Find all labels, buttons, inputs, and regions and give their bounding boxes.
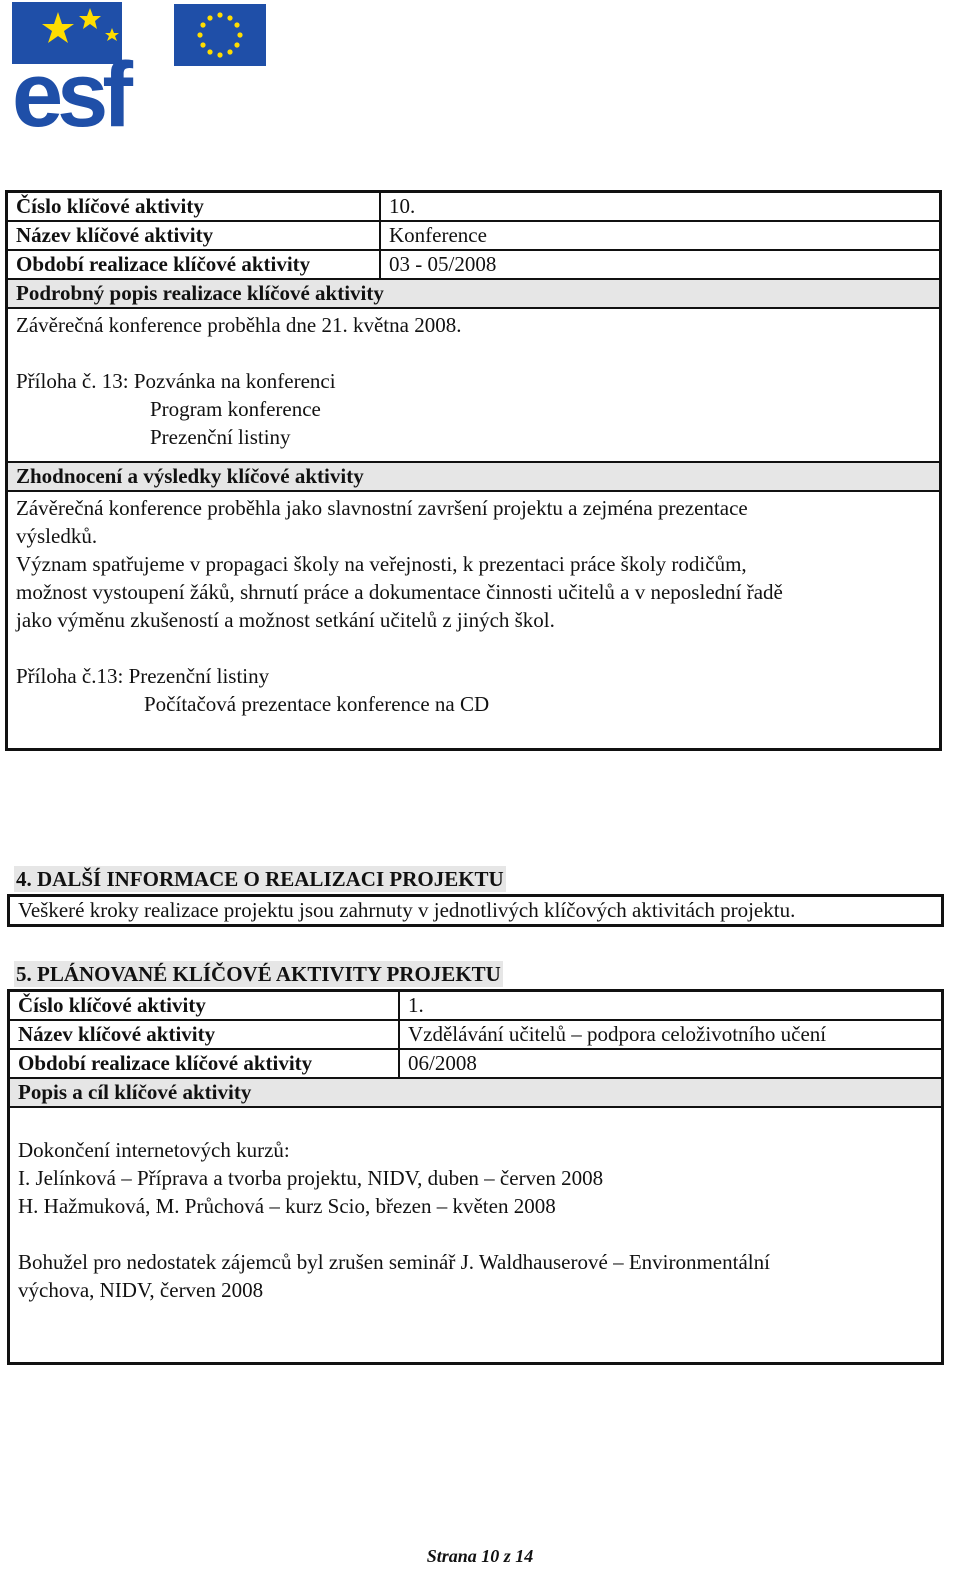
page-number: Strana 10 z 14 (426, 1546, 534, 1566)
evaluation-line: možnost vystoupení žáků, shrnutí práce a dokumentace činnosti učitelů a v neposlední řadě (16, 580, 783, 604)
activity-number-row (8, 193, 939, 222)
activity-period-value: 03 - 05/2008 (389, 252, 497, 276)
activity-name-row (8, 222, 939, 251)
description-body (8, 309, 939, 463)
activity-period-row (8, 251, 939, 280)
description-line: Prezenční listiny (150, 425, 291, 449)
esf-logo-graphic (12, 2, 274, 132)
description-line: Příloha č. 13: Pozvánka na konferenci (16, 369, 336, 393)
description-line: Závěrečná konference proběhla dne 21. května 2008. (16, 313, 462, 337)
evaluation-body (8, 492, 939, 748)
activity-name-value: Konference (389, 223, 487, 247)
goal-label: Popis a cíl klíčové aktivity (18, 1080, 252, 1104)
goal-line: H. Hažmuková, M. Průchová – kurz Scio, březen – květen 2008 (18, 1194, 556, 1218)
evaluation-label: Zhodnocení a výsledky klíčové aktivity (16, 464, 364, 488)
svg-text:esf: esf (12, 44, 127, 132)
activity-10-table (5, 190, 942, 751)
planned-number-label: Číslo klíčové aktivity (10, 992, 400, 1019)
activity-number-value: 10. (389, 194, 416, 218)
goal-body (10, 1108, 941, 1362)
evaluation-line: Význam spatřujeme v propagaci školy na veřejnosti, k prezentaci práce školy rodičům, (16, 552, 747, 576)
evaluation-line: jako výměnu zkušeností a možnost setkání učitelů z jiných škol. (16, 608, 555, 632)
description-label-row (8, 280, 939, 309)
planned-name-row (10, 1021, 941, 1050)
planned-number-value: 1. (408, 993, 424, 1017)
evaluation-label-row (8, 463, 939, 492)
section-4-heading: 4. DALŠÍ INFORMACE O REALIZACI PROJEKTU (16, 867, 504, 891)
goal-line: I. Jelínková – Příprava a tvorba projektu, NIDV, duben – červen 2008 (18, 1166, 604, 1190)
planned-period-value: 06/2008 (408, 1051, 477, 1075)
goal-line: Bohužel pro nedostatek zájemců byl zrušen seminář J. Waldhauserové – Environmentální (18, 1250, 770, 1274)
goal-line: výchova, NIDV, červen 2008 (18, 1278, 264, 1302)
description-line: Program konference (150, 397, 321, 421)
activity-period-label: Období realizace klíčové aktivity (8, 251, 381, 278)
evaluation-line: výsledků. (16, 524, 98, 548)
evaluation-line: Závěrečná konference proběhla jako slavnostní završení projektu a zejména prezentace (16, 496, 748, 520)
esf-logo (12, 2, 274, 132)
evaluation-line: Počítačová prezentace konference na CD (144, 692, 490, 716)
planned-period-row (10, 1050, 941, 1079)
planned-number-row (10, 992, 941, 1021)
section-5-heading: 5. PLÁNOVANÉ KLÍČOVÉ AKTIVITY PROJEKTU (16, 962, 501, 986)
activity-name-label: Název klíčové aktivity (8, 222, 381, 249)
description-label: Podrobný popis realizace klíčové aktivity (16, 281, 384, 305)
section-4-text: Veškeré kroky realizace projektu jsou zahrnuty v jednotlivých klíčových aktivitách projektu. (18, 898, 796, 922)
goal-line: Dokončení internetových kurzů: (18, 1138, 290, 1162)
planned-activity-table (7, 989, 944, 1365)
planned-period-label: Období realizace klíčové aktivity (10, 1050, 400, 1077)
activity-number-label: Číslo klíčové aktivity (8, 193, 381, 220)
evaluation-line: Příloha č.13: Prezenční listiny (16, 664, 270, 688)
goal-label-row (10, 1079, 941, 1108)
planned-name-value: Vzdělávání učitelů – podpora celoživotního učení (408, 1022, 827, 1046)
planned-name-label: Název klíčové aktivity (10, 1021, 400, 1048)
section-4-box (7, 894, 944, 927)
